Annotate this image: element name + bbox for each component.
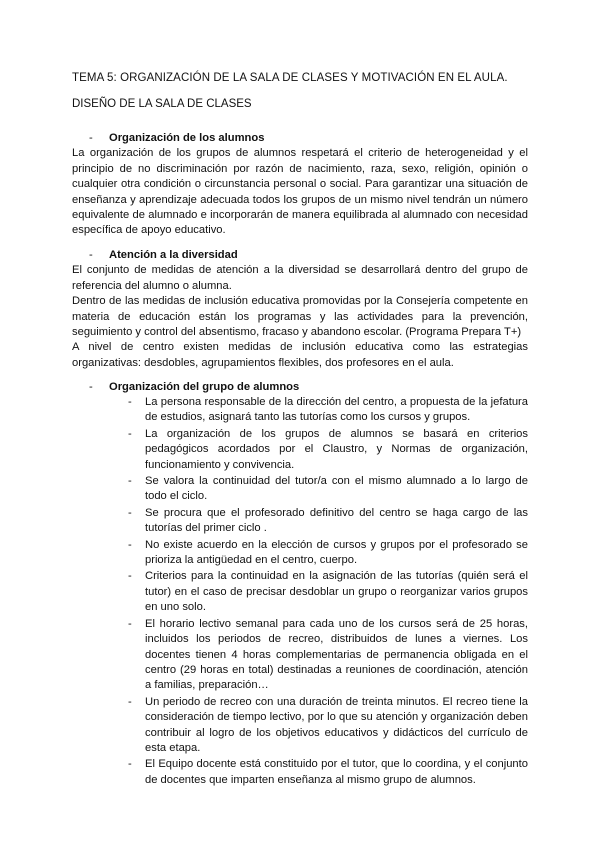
paragraph: Dentro de las medidas de inclusión educativa promovidas por la Consejería competente en materia de educación están los programas y las actividades para la prevención, seguimiento y control del absentismo, fracaso y abandono escolar. (Programa Prepara T+) <box>72 295 528 339</box>
dash-marker: - <box>128 396 132 408</box>
paragraph: El conjunto de medidas de atención a la diversidad se desarrollará dentro del grupo de referencia del alumno o alumna. <box>72 264 528 292</box>
dash-marker: - <box>89 381 93 393</box>
paragraph: La organización de los grupos de alumnos respetará el criterio de heterogeneidad y el principio de no discriminación por razón de nacimiento, raza, sexo, religión, opinión o cualquier otra condición o circunstancia personal o social. Para garantizar una situación de enseñanza y aprendizaje adecuada todos los grupos de un mismo nivel tendrán un número equivalente de alumnado e incorporarán de manera equilibrada al alumnado con necesidad específica de apoyo educativo. <box>72 147 528 237</box>
bullet-list <box>128 395 528 789</box>
list-item <box>128 617 528 694</box>
list-item-text: La organización de los grupos de alumnos se basará en criterios pedagógicos acordados por el Claustro, y Normas de organización, funcionamiento y convivencia. <box>145 427 528 471</box>
list-item <box>128 474 528 505</box>
paragraph: A nivel de centro existen medidas de inclusión educativa como las estrategias organizativas: desdobles, agrupamientos flexibles, dos profesores en el aula. <box>72 341 528 369</box>
dash-marker: - <box>128 538 132 551</box>
dash-marker: - <box>128 570 132 583</box>
section-heading <box>72 248 528 263</box>
list-item <box>128 757 528 788</box>
section-heading <box>72 380 528 395</box>
section-atencion-diversidad <box>72 248 528 371</box>
list-item-text: La persona responsable de la dirección del centro, a propuesta de la jefatura de estudios, asignará tanto las tutorías como los cursos y grupos. <box>145 396 528 424</box>
dash-marker: - <box>89 132 93 144</box>
heading-text: Organización del grupo de alumnos <box>109 381 300 393</box>
list-item-text: No existe acuerdo en la elección de cursos y grupos por el profesorado se prioriza la antigüedad en el centro, cuerpo. <box>145 538 528 567</box>
list-item <box>128 506 528 537</box>
list-item <box>128 395 528 426</box>
list-item-text: El Equipo docente está constituido por el tutor, que lo coordina, y el conjunto de docentes que imparten enseñanza al mismo grupo de alumnos. <box>145 758 528 786</box>
list-item <box>128 538 528 569</box>
list-item <box>128 569 528 615</box>
dash-marker: - <box>128 617 132 630</box>
list-item-text: El horario lectivo semanal para cada uno de los cursos será de 25 horas, incluidos los periodos de recreo, distribuidos de lunes a viernes. Los docentes tienen 4 horas complementarias de permanencia obligada en el centro (29 horas en total) destinadas a reuniones de coordinación, atención a familias, preparación… <box>145 617 528 692</box>
document-title: TEMA 5: ORGANIZACIÓN DE LA SALA DE CLASES Y MOTIVACIÓN EN EL AULA. <box>72 72 508 84</box>
dash-marker: - <box>89 249 93 261</box>
heading-text: Atención a la diversidad <box>109 249 238 261</box>
dash-marker: - <box>128 758 132 771</box>
list-item-text: Se procura que el profesorado definitivo del centro se haga cargo de las tutorías del primer ciclo . <box>145 506 528 535</box>
list-item <box>128 695 528 757</box>
dash-marker: - <box>128 506 132 519</box>
section-heading <box>72 131 528 146</box>
list-item-text: Un periodo de recreo con una duración de treinta minutos. El recreo tiene la consideración de tiempo lectivo, por lo que su atención y organización deben contribuir al logro de los objetivos educativos y didácticos del currículo de esta etapa. <box>145 695 528 754</box>
list-item-text: Criterios para la continuidad en la asignación de las tutorías (quién será el tutor) en el caso de precisar desdoblar un grupo o reorganizar varios grupos en uno solo. <box>145 570 528 614</box>
section-organizacion-grupo <box>72 380 528 395</box>
dash-marker: - <box>128 695 132 708</box>
heading-text: Organización de los alumnos <box>109 132 265 144</box>
list-item <box>128 427 528 473</box>
section-organizacion-alumnos <box>72 131 528 239</box>
dash-marker: - <box>128 427 132 440</box>
dash-marker: - <box>128 475 132 488</box>
section-title: DISEÑO DE LA SALA DE CLASES <box>72 98 252 110</box>
list-item-text: Se valora la continuidad del tutor/a con el mismo alumnado a lo largo de todo el ciclo. <box>145 475 528 503</box>
